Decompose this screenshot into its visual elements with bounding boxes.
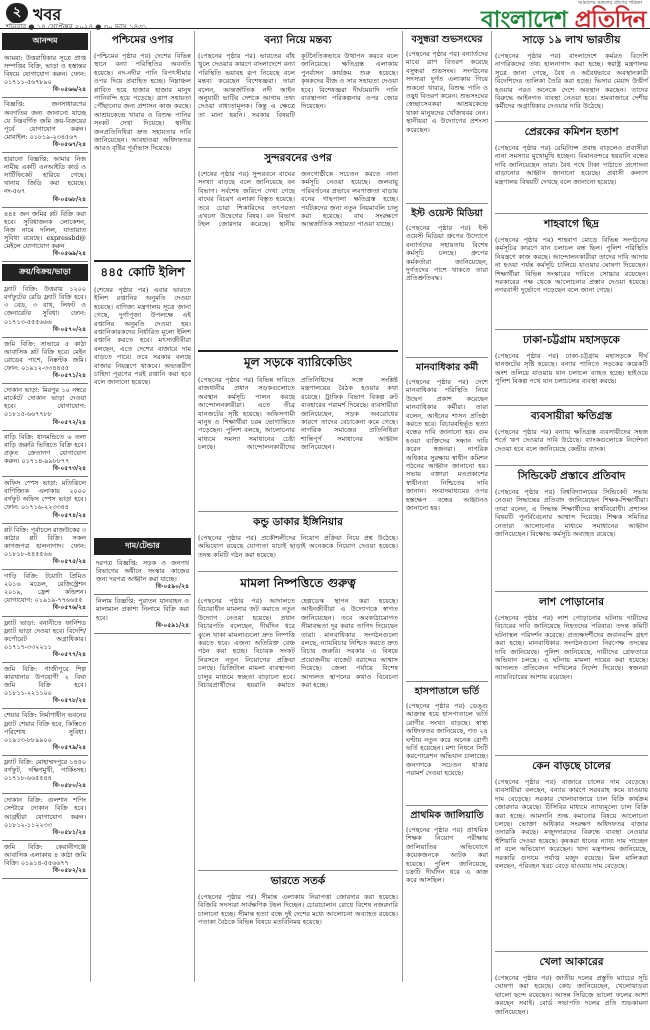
article-body: (পেছনের পৃষ্ঠার পর) রেমিট্যান্স প্রবাহ বাড়লেও প্রবাসীরা নানা সমস্যার মুখোমুখি হচ্ছেন। বিমানবন্দরে হয়রানি বন্ধের দাবি জানিয়েছেন তারা। বৈধ পথে টাকা পাঠাতে প্রণোদনা বাড়ানোর আহ্বান জানানো হয়েছে। প্রবাসী কল্যাণ মন্ত্রণালয় বিষয়টি দেখছে বলে জানানো হয়েছে। (495, 144, 648, 186)
classifieds-list-2 (2, 283, 88, 879)
article-body: (পেছনের পৃষ্ঠার পর) আদালতে বিচারাধীন মামলার জট কমাতে নতুন উদ্যোগ নেওয়া হয়েছে। প্রধান বিচারপতি বলেছেন, দীর্ঘদিন ধরে ঝুলে থাকা মামলাগুলো দ্রুত নিষ্পত্তি করতে হবে। এজন্য অতিরিক্ত বেঞ্চ গঠন করা হচ্ছে। বিচারক সংকট নিরসনে নতুন নিয়োগের প্রক্রিয়া চলছে। ডিজিটাল মামলা ব্যবস্থাপনা চালুর মাধ্যমে স্বচ্ছতা বাড়ানো হবে। বিচারপ্রার্থীদের হয়রানি কমাতে হেল্পডেস্ক স্থাপন করা হয়েছে। আইনজীবীরা এ উদ্যোগকে স্বাগত জানিয়েছেন। তবে অবকাঠামোগত সীমাবদ্ধতা দূর করার তাগিদ দিয়েছেন তারা। মানবাধিকার সংগঠনগুলো বলছে, ন্যায়বিচার নিশ্চিত করতে দ্রুত বিচার জরুরি। সরকার এ বিষয়ে প্রয়োজনীয় বাজেট বরাদ্দের আশ্বাস দিয়েছে। জেলা পর্যায়ে বিশেষ আদালত স্থাপনের কথাও বিবেচনা করা হচ্ছে। (198, 597, 398, 690)
article-body: (পেছনের পৃষ্ঠার পর) ডেঙ্গু আক্রান্ত হয়ে হাসপাতালে ভর্তি রোগীর সংখ্যা বাড়ছে। স্বাস্থ্য অধিদফতর জানিয়েছে, গত ২৪ ঘণ্টায় নতুন করে অনেক রোগী ভর্তি হয়েছেন। মশা নিধনে সিটি করপোরেশন অভিযান চালাচ্ছে। জনগণকে সচেতন থাকার পরামর্শ দেওয়া হয়েছে। (406, 702, 488, 778)
article-body: (পেছনের পৃষ্ঠার পর) প্রাথমিক শিক্ষক নিয়োগ পরীক্ষায় জালিয়াতির অভিযোগে কয়েকজনকে আটক করা হয়েছে। পুলিশ জানিয়েছে, চক্রটি দীর্ঘদিন ধরে এ কাজ করে আসছিল। (406, 826, 488, 885)
classified-ad (2, 477, 88, 523)
divider (495, 951, 648, 952)
news-column-2 (94, 31, 191, 981)
article-body: (শেষের পৃষ্ঠার পর) সুন্দরবনে বাঘের সংখ্যা বাড়ছে বলে জানিয়েছে বন বিভাগ। সর্বশেষ জরিপে দেখা গেছে বাঘের বিচরণ এলাকা বিস্তৃত হয়েছে। তবে চোরা শিকারিদের তৎপরতা এখনো উদ্বেগের বিষয়। বন বিভাগ টহল জোরদার করেছে। স্থানীয় জনগোষ্ঠীকে সচেতন করতে নানা কর্মসূচি নেওয়া হয়েছে। জলবায়ু পরিবর্তনের প্রভাবে লবণাক্ততা বাড়ায় বনের গাছপালা ক্ষতিগ্রস্ত হচ্ছে। পর্যটকদের জন্য নতুন নিয়মাবলি চালু করা হয়েছে। বাঘ সংরক্ষণে আন্তর্জাতিক সহায়তা পাওয়া যাচ্ছে। (198, 170, 399, 229)
classifieds-title: আনন্দম (2, 33, 88, 50)
ad-text: অফিস স্পেস ভাড়া: মতিঝিলে বাণিজ্যিক এলাকায় ২০০০ বর্গফুট অফিস স্পেস ভাড়া হবে। ফোন: ০১৭১৬-২২৩৩৪৪ (4, 479, 86, 512)
ad-ref: বি-০৫৭১/২৪ (52, 372, 86, 380)
divider (495, 121, 648, 122)
news-column-4 (406, 31, 488, 981)
ad-text: আমরা: উত্তরাধিকার সূত্রে প্রাপ্ত সম্পত্তির বিক্রি, ভাড়া ও হস্তান্তর বিষয়ে যোগাযোগ করুন। ফোন: ০১৭১১-৫৬৭৮৯০ (4, 54, 86, 87)
classifieds-column (2, 31, 88, 981)
ad-text: হারানো বিজ্ঞপ্তি: আমার নিজ নামীয় একটি এনআইডি কার্ড ও সার্টিফিকেট হারিয়ে গেছে। থানায় জিডি করা হয়েছে। নং-৫৬৭ (4, 155, 86, 196)
headline: সুন্দরবনের ওপর (264, 152, 332, 164)
classified-ad (94, 557, 191, 595)
divider (198, 511, 398, 512)
classified-ad (2, 283, 88, 338)
divider (198, 147, 398, 148)
divider (495, 405, 648, 406)
divider (495, 213, 648, 214)
ad-text: ফ্ল্যাট বিক্রি: মোহাম্মদপুরে ১৪৫০ বর্গফুট, দক্ষিণমুখী, পার্কিংসহ। ০১৭১৮-৬৬৫৫৪৪ (4, 757, 86, 783)
divider (406, 203, 488, 204)
article-body: (পেছনের পৃষ্ঠার পর) জাতীয় দলের প্রস্তুতি ম্যাচের সূচি ঘোষণা করা হয়েছে। কোচ জানিয়েছেন, খেলোয়াড়রা ভালো ছন্দে রয়েছেন। আসন্ন সিরিজে ভালো ফলের আশা করছেন সবাই। বোর্ড সভাপতি দলের প্রতি শুভকামনা জানিয়েছেন। (495, 974, 648, 1016)
ad-ref: বি-০৫৭৪/২৪ (52, 511, 86, 519)
tagline: আমাদের সকলের প্রাণের পত্রিকা (578, 0, 642, 6)
ad-text: ৪৪৫ জন জমির প্লট বিক্রি করা হবে। সুবিধাজনক লোকেশন, নিজ নামে দলিল, যাতায়াত সুবিধা রয়েছে। expressbd@ মেইলে যোগাযোগ করুন (4, 209, 86, 250)
ad-text: বাড়ি বিক্রি: ধানমন্ডিতে ৬ তলা বাড়ি জরুরি ভিত্তিতে বিক্রি হবে। প্রকৃত ক্রেতাগণ যোগাযোগ করুন। ০১৭১৪-৯৯৮৮৭৭ (4, 432, 86, 465)
ad-ref: বি-০৫৭৫/২৪ (52, 557, 86, 565)
headline: বসুন্ধরা শুভসংঘের (411, 34, 483, 45)
ad-ref: বি-০৫৭৯/২৪ (52, 743, 86, 751)
divider (94, 260, 191, 262)
ad-ref: বি-০৫৮১/২৪ (52, 828, 86, 836)
divider (198, 870, 398, 871)
headline: ভারতে সতর্ক (270, 875, 326, 887)
date-line: শনিবার ● ১৪ সেপ্টেম্বর ২০২৪ ● ৩০ ভাদ্র ১৪৩১ (6, 23, 148, 31)
divider (406, 805, 488, 806)
article-body: (পেছনের পৃষ্ঠার পর) শাহবাগ মোড়ে বিভিন্ন সংগঠনের কর্মসূচির কারণে যান চলাচল বন্ধ ছিল। পুলিশ পরিস্থিতি নিয়ন্ত্রণে কাজ করছে। আন্দোলনকারীরা তাদের দাবি আদায় না হওয়া পর্যন্ত কর্মসূচি চালিয়ে যাওয়ার ঘোষণা দিয়েছেন। শিক্ষার্থীরা বিভিন্ন সংস্কারের দাবিতে সোচ্চার রয়েছেন। সরকারের পক্ষ থেকে আলোচনার প্রস্তাব দেওয়া হয়েছে। নগরবাসী দুর্ভোগে পড়েছেন বলে জানা গেছে। (495, 236, 648, 295)
headline: ইস্ট ওয়েস্ট মিডিয়া (411, 208, 483, 219)
article-body: (পেছনের পৃষ্ঠার পর) লাশ পোড়ানোর ঘটনায় দায়ীদের বিচারের দাবি জানিয়েছে নিহতদের পরিবার। তদন্ত কমিটি ঘটনাস্থল পরিদর্শন করেছে। প্রত্যক্ষদর্শীদের জবানবন্দি গ্রহণ করা হচ্ছে। মানবাধিকার সংগঠনগুলো নিরপেক্ষ তদন্তের দাবি জানিয়েছে। পুলিশ জানিয়েছে, দায়ীদের গ্রেফতারে অভিযান চলছে। এ ঘটনায় মামলা দায়ের করা হয়েছে। আদালত প্রতিবেদন দাখিলের নির্দেশ দিয়েছে। স্বজনরা ন্যায়বিচারের আশায় রয়েছেন। (495, 614, 648, 681)
article-body: (পেছনের পৃষ্ঠার পর) বন্যায় ক্ষতিগ্রস্ত ব্যবসায়ীদের সহজ শর্তে ঋণ দেওয়ার দাবি উঠেছে। ব্যাংকগুলোকে নির্দেশনা দেওয়া হবে বলে জানিয়েছে কেন্দ্রীয় ব্যাংক। (495, 428, 648, 453)
ad-text: জমি বিক্রি: গাজীপুরে শিল্প কারখানার উপযোগী ২ বিঘা জমি বিক্রি হবে। ০১৮১১-২২১১০০ (4, 665, 86, 698)
divider (495, 591, 648, 592)
classified-ad (2, 52, 88, 98)
headline: ব্যবসায়ীরা ক্ষতিগ্রস্ত (530, 410, 613, 422)
ad-ref: বি-০৫৬৮/২৪ (52, 195, 86, 203)
ad-text: ফ্ল্যাট বিক্রি: উত্তরায় ১২০০ বর্গফুটের রেডি ফ্ল্যাট বিক্রি হবে। ৩ বেড, ৩ বাথ, লিফট ও জেনারেটর সুবিধা। ফোন: ০১৭১৩-৫৫৫৬৬৬ (4, 285, 86, 326)
article-body: (পেছনের পৃষ্ঠার পর) বিশ্ববিদ্যালয়ের সিন্ডিকেট সভায় নেওয়া সিদ্ধান্তের প্রতিবাদ জানিয়েছেন শিক্ষক-শিক্ষার্থীরা। তারা বলেন, এ সিদ্ধান্ত শিক্ষার্থীদের স্বার্থবিরোধী। প্রশাসন বিষয়টি পুনর্বিবেচনার আশ্বাস দিয়েছে। শিক্ষক সমিতির নেতারা আলোচনার মাধ্যমে সমাধানের আহ্বান জানিয়েছেন। বিক্ষোভ কর্মসূচি অব্যাহত রয়েছে। (495, 488, 648, 539)
ad-ref: বি-০৫৭৩/২৪ (52, 465, 86, 473)
article-body: (পেছনের পৃষ্ঠার পর) ঢাকা-চট্টগ্রাম মহাসড়কে দীর্ঘ যানজটের সৃষ্টি হয়েছে। বন্যার পানিতে সড়কের কয়েকটি অংশ তলিয়ে যাওয়ায় যান চলাচল ব্যাহত হচ্ছে। হাইওয়ে পুলিশ বিকল্প পথে যান চলাচলের ব্যবস্থা করছে। (495, 352, 648, 386)
ad-text: প্লট বিক্রি: পূর্বাচলে রাজউকের ৩ কাঠার প্লট বিক্রি। সকল কাগজপত্র হালনাগাদ। ফোন: ০১৮১৮-৪৪৫৫৬৬ (4, 525, 86, 558)
article-body: (পেছনের পৃষ্ঠার পর) ভারতের বাঁধ খুলে দেওয়ার কারণে বাংলাদেশে বন্যা পরিস্থিতি ভয়াবহ রূপ নিয়েছে বলে মন্তব্য করেছেন বিশেষজ্ঞরা। তারা বলেন, আন্তর্জাতিক নদী আইন অনুযায়ী ভাটির দেশকে আগাম তথ্য দেওয়া বাধ্যতামূলক। কিন্তু এ ক্ষেত্রে তা মানা হয়নি। সরকার বিষয়টি কূটনৈতিকভাবে উত্থাপন করবে বলে জানিয়েছে। ক্ষতিগ্রস্ত এলাকায় পুনর্বাসন কার্যক্রম শুরু হয়েছে। কৃষকদের বীজ ও সার সহায়তা দেওয়া হবে। বিশেষজ্ঞরা দীর্ঘমেয়াদি পানি ব্যবস্থাপনা পরিকল্পনার ওপর জোর দিয়েছেন। (198, 52, 398, 119)
ad-ref: বি-০৫৯০/২৪ (155, 583, 189, 591)
ad-text: জমি বিক্রি: সাভারে ৫ কাঠা আবাসিক প্লট বিক্রি হবে। মেইন রোডের পাশে, নিষ্কণ্টক জমি। ফোন: ০১৯১২-৩৩৪৪৫৫ (4, 339, 86, 372)
ad-text: দোকান বিক্রি: গুলশান শপিং সেন্টারে দোকান বিক্রি হবে। আগ্রহীরা যোগাযোগ করুন। ০১৮১২-১১২২৩৩ (4, 796, 86, 829)
ad-text: গাড়ি বিক্রি: টয়োটা প্রিমিও ২০১৬ মডেল, রেজিস্ট্রেশন ২০১৯, ফ্রেশ কন্ডিশন। যোগাযোগ: ০১৯১৯-৭৭৬৬৫৫ (4, 572, 86, 605)
ad-text: জমি বিক্রি: কেরানীগঞ্জে আবাসিক এলাকায় ৪ কাঠা জমি বিক্রি। ০১৯১৪-৫৫৬৬৭৭ (4, 842, 86, 867)
classifieds-title-2: ক্রয়/বিক্রয়/ভাড়া (2, 264, 88, 281)
classified-ad (2, 756, 88, 794)
article-body: (পেছনের পৃষ্ঠার পর) ইস্ট ওয়েস্ট মিডিয়া গ্রুপের উদ্যোগে বন্যার্তদের সহায়তায় বিশেষ কর্মসূচি চলছে। গ্রুপের কর্মকর্তারা জানিয়েছেন, দুর্গতদের পাশে থাকতে তারা প্রতিশ্রুতিবদ্ধ। (406, 224, 488, 283)
ad-ref: বি-০৫৬৯/২৪ (52, 250, 86, 258)
column-rule (402, 31, 403, 982)
classified-ad (2, 570, 88, 616)
ad-text: নিলাম বিজ্ঞপ্তি: পুরাতন যানবাহন ও মালামাল প্রকাশ্য নিলামে বিক্রি করা হবে। (96, 597, 189, 622)
ad-ref: বি-০৫৮২/২৪ (52, 867, 86, 875)
ad-text: বিজ্ঞপ্তি: জনসাধারণের অবগতির জন্য জানানো যাচ্ছে যে নিম্নবর্ণিত জমি ক্রয়-বিক্রয়ের পূর্বে যোগাযোগ করুন। মোবাইল: ০১৮১৯-২৩৪৫৬৭ (4, 100, 86, 141)
headline: খেলা আকারের (539, 956, 604, 968)
classified-ad (2, 431, 88, 477)
classified-ad (2, 524, 88, 570)
divider (495, 329, 648, 330)
headline: সিন্ডিকেট প্রস্তাবে প্রতিবাদ (517, 470, 626, 482)
page-header (0, 0, 650, 33)
divider (406, 681, 488, 682)
ad-ref: বি-০৫৭০/২৪ (52, 325, 86, 333)
article-body: (শেষের পৃষ্ঠার পর) এবার ভারতে ইলিশ রপ্তানির অনুমতি দেওয়া হয়েছে। বাণিজ্য মন্ত্রণালয় সূত্রে জানা গেছে, দুর্গাপূজা উপলক্ষে এই রপ্তানির অনুমতি দেওয়া হয়। রপ্তানিকারকদের নির্ধারিত মূল্যে ইলিশ রপ্তানি করতে হবে। মৎস্যজীবীরা বলছেন, এতে দেশের বাজারে দাম বাড়তে পারে। তবে সরকার বলছে বাজার নিয়ন্ত্রণে থাকবে। অভ্যন্তরীণ চাহিদা পূরণের পরই রপ্তানি করা হবে বলে জানানো হয়েছে। (94, 286, 191, 387)
classified-ad (2, 794, 88, 840)
article-body: (পেছনের পৃষ্ঠার পর) বাংলাদেশে কর্মরত বিদেশি নাগরিকদের তথ্য হালনাগাদ করা হচ্ছে। স্বরাষ্ট্র মন্ত্রণালয় সূত্রে জানা গেছে, বৈধ ও অবৈধভাবে অবস্থানকারী বিদেশিদের তালিকা তৈরি করা হচ্ছে। ভিসার মেয়াদ উত্তীর্ণ হওয়ার পরও অনেকে দেশে অবস্থান করছেন। তাদের বিরুদ্ধে আইনগত ব্যবস্থা নেওয়া হবে। শ্রমবাজারে দেশীয় কর্মীদের অগ্রাধিকার দেওয়ার দাবি উঠেছে। (495, 52, 648, 111)
classified-ad (2, 153, 88, 208)
headline: বন্যা নিয়ে মন্তব্য (264, 34, 332, 46)
column-rule (194, 31, 195, 982)
article-body: (পেছনের পৃষ্ঠার পর) বাজারে চালের দাম বেড়েছে। ব্যবসায়ীরা বলছেন, বন্যার কারণে সরবরাহ কমে যাওয়ায় দাম বেড়েছে। সরকার খোলাবাজারে চাল বিক্রি কার্যক্রম জোরদার করেছে। টিসিবির মাধ্যমে ন্যায্যমূল্যে চাল বিক্রি করা হচ্ছে। আমদানি শুল্ক কমানোর বিষয়ে আলোচনা চলছে। ভোক্তা অধিকার সংরক্ষণ অধিদফতর বাজার তদারকি করছে। মজুদদারদের বিরুদ্ধে ব্যবস্থা নেওয়ার হুঁশিয়ারি দেওয়া হয়েছে। কৃষকরা ধানের ন্যায্য দাম পাচ্ছেন না বলে অভিযোগ করেছেন। খাদ্য মন্ত্রণালয় জানিয়েছে, সরকারি গুদামে পর্যাপ্ত মজুদ রয়েছে। মিল মালিকরা বলছেন, পরিবহন খরচ বেড়ে যাওয়ায় দাম বেড়েছে। (495, 778, 648, 871)
classified-ad (2, 663, 88, 709)
classified-ad (2, 841, 88, 879)
article-body: (পেছনের পৃষ্ঠার পর) সীমান্ত এলাকায় নিরাপত্তা জোরদার করা হয়েছে। বিজিবি সদস্যরা সার্বক্ষণিক টহল দিচ্ছেন। চোরাচালান রোধে বিশেষ নজরদারি চালানো হচ্ছে। সীমান্ত হত্যা বন্ধে দুই দেশের মধ্যে আলোচনা অব্যাহত রয়েছে। পতাকা বৈঠকে বিভিন্ন বিষয়ে মতবিনিময় হয়েছে। (198, 893, 398, 927)
headline: প্রাথমিক জালিয়াতি (410, 810, 484, 821)
tender-title: দাম/টেন্ডার (94, 538, 191, 555)
headline: হাসপাতালে ভর্তি (414, 686, 480, 697)
headline: লাশ পোড়ানোর (538, 596, 605, 608)
ad-text: ফ্ল্যাট ভাড়া: বনানীতে ফার্নিশড ফ্ল্যাট ভাড়া দেওয়া হবে। বিদেশি/কর্পোরেট অগ্রাধিকার। ০১৭১৭-৩৩২২১১ (4, 618, 86, 651)
ad-text: শেয়ার বিক্রি: নির্মাণাধীন ভবনের ফ্ল্যাট শেয়ার বিক্রি হবে, কিস্তিতে পরিশোধ সুবিধা। ০১৯১৩-৮৮৯৯০০ (4, 711, 86, 744)
classified-ad (2, 208, 88, 263)
divider (495, 465, 648, 466)
classified-ad (2, 617, 88, 663)
column-rule (90, 31, 91, 982)
headline: ঢাকা-চট্টগ্রাম মহাসড়কে (523, 334, 620, 346)
headline: পশ্চিমের ওপার (111, 34, 174, 46)
center-block (198, 31, 398, 981)
ad-ref: বি-০৫৭২/২৪ (52, 418, 86, 426)
logo-part-b: প্রতিদিন (574, 7, 646, 33)
classified-ad (2, 384, 88, 430)
page-number: ২ (6, 3, 28, 23)
classified-ad (2, 709, 88, 755)
ad-ref: বি-০৫৯১/২৪ (155, 621, 189, 629)
classified-ad (2, 98, 88, 153)
headline: শাহবাগে ছিদ্র (544, 218, 599, 230)
ad-ref: বি-০৫৮০/২৪ (52, 782, 86, 790)
news-column-right (495, 31, 648, 1016)
divider (198, 571, 398, 572)
column-rule (491, 31, 492, 982)
headline: কন্ডু ডাকার ইঙ্গিনিয়ার (253, 516, 343, 528)
headline: সাড়ে ১৯ লাখ ভারতীয় (522, 34, 621, 46)
headline: মানবাধিকার কর্মী (415, 362, 479, 373)
ad-ref: বি-০৫৭৮/২৪ (52, 697, 86, 705)
classifieds-list (2, 52, 88, 262)
ad-text: দোকান ভাড়া: মিরপুর ১০ নম্বরে মার্কেটে দোকান ভাড়া দেওয়া হবে। যোগাযোগ: ০১৮১৫-৬৬৭৭৮৮ (4, 386, 86, 419)
ad-ref: বি-০৫৭৭/২৪ (52, 650, 86, 658)
article-body: (পেছনের পৃষ্ঠার পর) বন্যার্তদের মাঝে ত্রাণ বিতরণ করেছে বসুন্ধরা শুভসংঘ। সংগঠনের সদস্যরা দুর্গত এলাকায় গিয়ে শুকনো খাবার, বিশুদ্ধ পানি ও ওষুধ বিতরণ করেন। শুভসংঘের স্বেচ্ছাসেবকরা আশ্রয়কেন্দ্রে থাকা মানুষদের খোঁজখবর নেন। স্থানীয়রা এ উদ্যোগের প্রশংসা করেছেন। (406, 50, 488, 134)
headline: কেন বাড়ছে চালের (532, 760, 611, 772)
article-body: (পেছনের পৃষ্ঠার পর) বিভিন্ন দাবিতে রাজধানীর প্রধান সড়কগুলোতে অবস্থান কর্মসূচি পালন করছে আন্দোলনকারীরা। এতে তীব্র যানজটের সৃষ্টি হয়েছে। অফিসগামী মানুষ ও শিক্ষার্থীরা চরম ভোগান্তিতে পড়েছেন। পুলিশ বলছে, আলোচনার মাধ্যমে সমস্যা সমাধানের চেষ্টা চলছে। আন্দোলনকারীদের প্রতিনিধিদের সঙ্গে সংশ্লিষ্ট মন্ত্রণালয়ের বৈঠক হওয়ার কথা রয়েছে। ট্রাফিক বিভাগ বিকল্প রুট ব্যবহারের পরামর্শ দিয়েছে। ব্যবসায়ীরা জানিয়েছেন, সড়ক অবরোধের কারণে তাদের বেচাকেনা কমে গেছে। নাগরিক সমাজের প্রতিনিধিরা শান্তিপূর্ণ সমাধানের আহ্বান জানিয়েছেন। (198, 376, 398, 452)
logo-part-a: বাংলাদেশ (480, 7, 575, 33)
article-body: (পেছনের পৃষ্ঠার পর) প্রকৌশলীদের নিয়োগ প্রক্রিয়া নিয়ে প্রশ্ন উঠেছে। অভিযোগ রয়েছে যোগ্যতা যাচাই ছাড়াই অনেককে নিয়োগ দেওয়া হয়েছে। তদন্ত কমিটি গঠন করা হয়েছে। (198, 534, 398, 559)
headline: প্রেরকের কমিশন হতাশ (524, 126, 619, 138)
divider (495, 755, 648, 756)
classified-ad (94, 595, 191, 633)
headline: মামলা নিষ্পত্তিতে গুরুত্ব (240, 576, 356, 590)
headline: ৪৪৫ কোটি ইলিশ (100, 265, 185, 279)
divider (406, 357, 488, 358)
ad-ref: বি-০৫৬৬/২৪ (52, 86, 86, 94)
classified-ad (2, 338, 88, 384)
article-body: (পেছনের পৃষ্ঠার পর) দেশে মানবাধিকার পরিস্থিতি নিয়ে উদ্বেগ প্রকাশ করেছেন মানবাধিকার কর্মীরা। তারা বলেন, আইনের শাসন প্রতিষ্ঠা করতে হবে। বিচারবহির্ভূত হত্যা বন্ধের দাবি জানানো হয়। গুম হওয়া ব্যক্তিদের সন্ধান দাবি করেন স্বজনরা। নাগরিক অধিকার সুরক্ষায় স্বাধীন কমিশন গঠনের আহ্বান জানানো হয়। সভায় বক্তারা মতপ্রকাশের স্বাধীনতা নিশ্চিতের দাবি জানান। সংবাদমাধ্যমের ওপর হস্তক্ষেপ বন্ধের আহ্বানও জানানো হয়। (406, 378, 488, 513)
ad-ref: বি-০৫৭৬/২৪ (52, 604, 86, 612)
headline: মূল সড়কে ব্যারিকেডিং (244, 355, 352, 369)
ad-ref: বি-০৫৬৭/২৪ (52, 140, 86, 148)
ad-text: দরপত্র বিজ্ঞপ্তি: সড়ক ও জনপথ বিভাগের অধীনে সংস্কার কাজের জন্য দরপত্র আহ্বান করা যাচ্ছে। (96, 559, 189, 584)
section-title: খবর (33, 5, 62, 24)
divider (198, 350, 398, 352)
article-body: (পশ্চিমের পৃষ্ঠার পর) দেশের বিভিন্ন স্থানে বন্যা পরিস্থিতির অবনতি হয়েছে। নদ-নদীর পানি বিপৎসীমার ওপর দিয়ে প্রবাহিত হচ্ছে। নিম্নাঞ্চল প্লাবিত হয়ে হাজার হাজার মানুষ পানিবন্দি হয়ে পড়েছে। ত্রাণ সহায়তা পৌঁছানোর জন্য প্রশাসন কাজ করছে। আশ্রয়কেন্দ্রে খাবার ও বিশুদ্ধ পানির সংকট দেখা দিয়েছে। স্থানীয় জনপ্রতিনিধিরা দ্রুত সহায়তার দাবি জানিয়েছেন। আবহাওয়া অধিদফতর আরও বৃষ্টির পূর্বাভাস দিয়েছে। (94, 52, 191, 153)
